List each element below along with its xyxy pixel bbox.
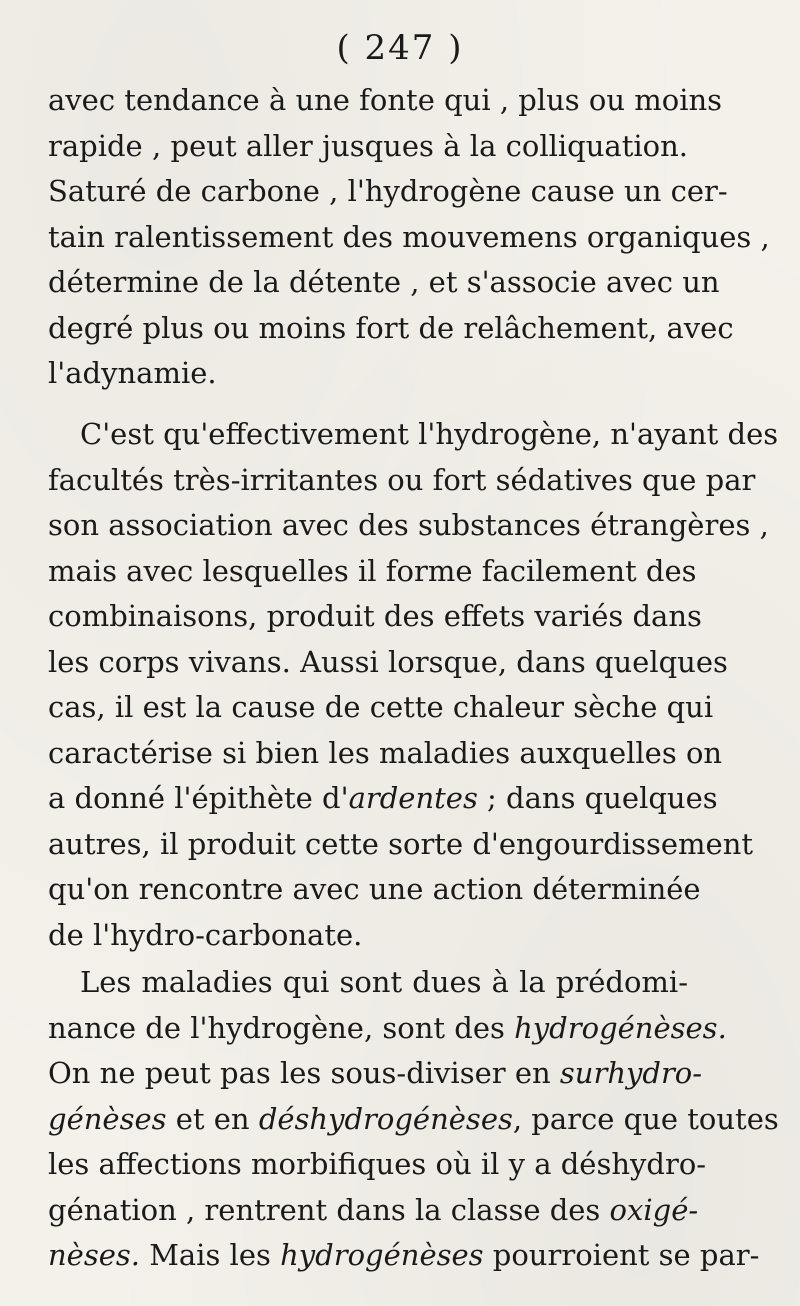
text-line: qu'on rencontre avec une action déterminée — [48, 872, 701, 906]
text-run: pourroient se par- — [483, 1238, 760, 1272]
page-number: ( 247 ) — [336, 28, 464, 68]
text-line: de l'hydro-carbonate. — [48, 917, 363, 952]
text-line: caractérise si bien les maladies auxquelles on — [48, 735, 723, 770]
text-line — [48, 776, 718, 822]
text-run: , parce que toutes — [512, 1101, 779, 1136]
italic-term: déshydrogénèses — [258, 1101, 513, 1136]
text-line: les affections morbifiques où il y a déshydro- — [48, 1147, 707, 1181]
text-run: génation , rentrent dans la classe des — [48, 1192, 610, 1227]
text-line: mais avec lesquelles il forme facilement des — [48, 553, 697, 588]
text-run: nance de l'hydrogène, sont des — [48, 1010, 515, 1045]
italic-term: génèses — [48, 1101, 167, 1136]
paragraph-1 — [48, 78, 770, 397]
text-line: avec tendance à une fonte qui , plus ou moins — [48, 83, 723, 117]
text-run: ; dans quelques — [477, 781, 718, 815]
italic-term: ardentes — [348, 781, 478, 815]
paragraph-3 — [48, 960, 779, 1279]
text-line: son association avec des substances étrangères , — [48, 508, 769, 542]
text-line: cas, il est la cause de cette chaleur sèche qui — [48, 690, 714, 724]
text-line: C'est qu'effectivement l'hydrogène, n'ayant des — [80, 417, 779, 451]
text-line: l'adynamie. — [48, 356, 217, 390]
text-line: combinaisons, produit des effets variés dans — [48, 599, 702, 633]
text-line: Saturé de carbone , l'hydrogène cause un cer- — [48, 174, 728, 208]
italic-term: surhydro- — [559, 1056, 703, 1090]
text-line — [48, 1006, 727, 1052]
text-line: degré plus ou moins fort de relâchement, avec — [48, 310, 734, 345]
text-run: et en — [166, 1101, 259, 1136]
text-line — [48, 1188, 699, 1234]
text-line — [48, 1233, 760, 1279]
italic-term: nèses. — [48, 1238, 140, 1272]
text-line: les corps vivans. Aussi lorsque, dans quelques — [48, 644, 728, 679]
text-run: a donné l'épithète d' — [48, 781, 349, 815]
text-line: facultés très-irritantes ou fort sédatives que par — [48, 462, 756, 497]
text-line — [48, 1097, 779, 1143]
italic-term: hydrogénèses — [280, 1238, 484, 1272]
italic-term: oxigé- — [609, 1192, 699, 1227]
paragraph-2 — [48, 412, 779, 958]
text-run: Mais les — [139, 1238, 281, 1272]
text-line — [48, 1051, 703, 1097]
italic-term: hydrogénèses. — [514, 1010, 727, 1045]
text-line: détermine de la détente , et s'associe avec un — [48, 265, 720, 299]
text-line: autres, il produit cette sorte d'engourdissement — [48, 826, 754, 861]
text-run: On ne peut pas les sous-diviser en — [48, 1056, 560, 1090]
text-line: Les maladies qui sont dues à la prédomi- — [80, 965, 688, 999]
text-line: tain ralentissement des mouvemens organiques , — [48, 219, 770, 254]
text-line: rapide , peut aller jusques à la colliquation. — [48, 128, 688, 163]
